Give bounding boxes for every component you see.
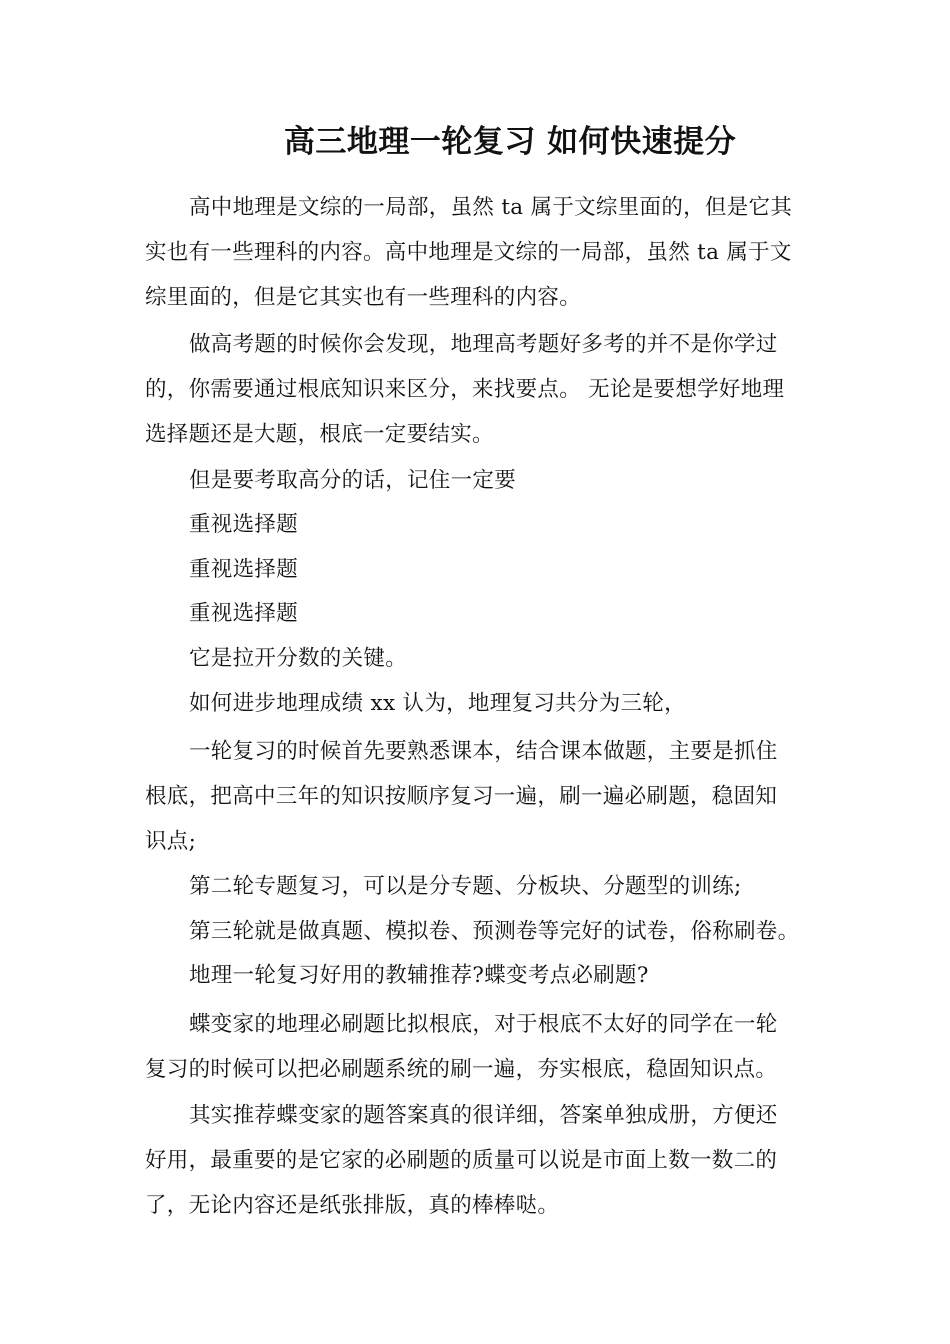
paragraph-line: 根底，把高中三年的知识按顺序复习一遍，刷一遍必刷题，稳固知 [145, 784, 778, 809]
paragraph-line: 做高考题的时候你会发现，地理高考题好多考的并不是你学过 [189, 332, 778, 357]
paragraph-line: 一轮复习的时候首先要熟悉课本，结合课本做题，主要是抓住 [189, 739, 778, 764]
paragraph-line: 它是拉开分数的关键。 [189, 646, 408, 671]
paragraph-line: 地理一轮复习好用的教辅推荐?蝶变考点必刷题? [189, 963, 649, 988]
paragraph-line: 但是要考取高分的话，记住一定要 [189, 468, 517, 493]
paragraph-line: 重视选择题 [189, 601, 299, 626]
paragraph-line: 重视选择题 [189, 557, 299, 582]
paragraph-line: 实也有一些理科的内容。高中地理是文综的一局部，虽然 ta 属于文 [145, 240, 792, 265]
paragraph-line: 高中地理是文综的一局部，虽然 ta 属于文综里面的，但是它其 [189, 195, 793, 220]
paragraph-line: 重视选择题 [189, 512, 299, 537]
paragraph-line: 其实推荐蝶变家的题答案真的很详细，答案单独成册，方便还 [189, 1103, 778, 1128]
paragraph-line: 的，你需要通过根底知识来区分，来找要点。 无论是要想学好地理 [145, 377, 785, 402]
document-title: 高三地理一轮复习 如何快速提分 [283, 124, 737, 160]
paragraph-line: 蝶变家的地理必刷题比拟根底，对于根底不太好的同学在一轮 [189, 1012, 778, 1037]
paragraph-line: 复习的时候可以把必刷题系统的刷一遍，夯实根底，稳固知识点。 [145, 1057, 778, 1082]
paragraph-line: 了，无论内容还是纸张排版，真的棒棒哒。 [145, 1193, 560, 1218]
paragraph-line: 选择题还是大题，根底一定要结实。 [145, 422, 494, 447]
paragraph-line: 如何进步地理成绩 xx 认为，地理复习共分为三轮， [189, 691, 686, 716]
paragraph-line: 第二轮专题复习，可以是分专题、分板块、分题型的训练; [189, 874, 742, 899]
paragraph-line: 第三轮就是做真题、模拟卷、预测卷等完好的试卷，俗称刷卷。 [189, 919, 800, 944]
paragraph-line: 好用，最重要的是它家的必刷题的质量可以说是市面上数一数二的 [145, 1148, 778, 1173]
paragraph-line: 综里面的，但是它其实也有一些理科的内容。 [145, 285, 582, 310]
paragraph-line: 识点; [145, 829, 197, 854]
